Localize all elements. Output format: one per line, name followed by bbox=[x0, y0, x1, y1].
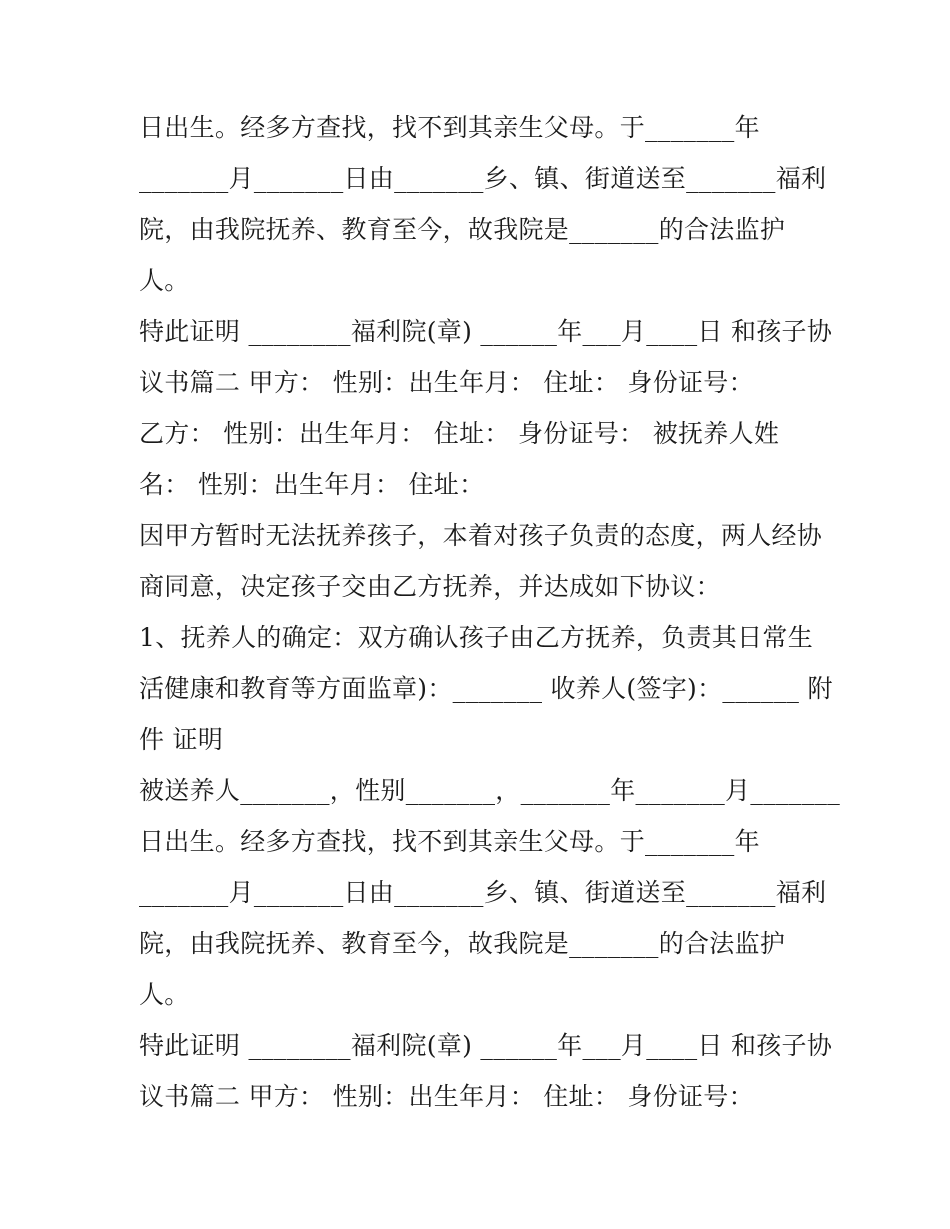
text-line: 院，由我院抚养、教育至今，故我院是_______的合法监护 bbox=[139, 215, 786, 244]
text-line: 1、抚养人的确定：双方确认孩子由乙方抚养，负责其日常生 bbox=[139, 623, 814, 652]
text-line: 名： 性别：出生年月： 住址： bbox=[139, 470, 485, 499]
text-line: 院，由我院抚养、教育至今，故我院是_______的合法监护 bbox=[139, 929, 786, 958]
text-line: 活健康和教育等方面监章)：_______ 收养人(签字)：______ 附 bbox=[139, 674, 833, 703]
text-line: 议书篇二 甲方： 性别：出生年月： 住址： 身份证号： bbox=[139, 368, 754, 397]
text-line: 特此证明 ________福利院(章) ______年___月____日 和孩子协 bbox=[139, 317, 833, 346]
text-line: 人。 bbox=[139, 980, 190, 1009]
text-line: 特此证明 ________福利院(章) ______年___月____日 和孩子协 bbox=[139, 1031, 833, 1060]
text-line: 人。 bbox=[139, 266, 190, 295]
text-line: 乙方： 性别：出生年月： 住址： 身份证号： 被抚养人姓 bbox=[139, 419, 780, 448]
text-line: 日出生。经多方查找，找不到其亲生父母。于_______年 bbox=[139, 113, 760, 142]
text-line: 商同意，决定孩子交由乙方抚养，并达成如下协议： bbox=[139, 572, 721, 601]
text-line: 被送养人_______，性别_______，_______年_______月_______ bbox=[139, 776, 841, 805]
text-line: _______月_______日由_______乡、镇、街道送至_______福利 bbox=[139, 164, 827, 193]
text-line: 件 证明 bbox=[139, 725, 224, 754]
text-line: 日出生。经多方查找，找不到其亲生父母。于_______年 bbox=[139, 827, 760, 856]
text-line: _______月_______日由_______乡、镇、街道送至_______福利 bbox=[139, 878, 827, 907]
text-line: 因甲方暂时无法抚养孩子，本着对孩子负责的态度，两人经协 bbox=[139, 521, 823, 550]
text-line: 议书篇二 甲方： 性别：出生年月： 住址： 身份证号： bbox=[139, 1082, 754, 1111]
